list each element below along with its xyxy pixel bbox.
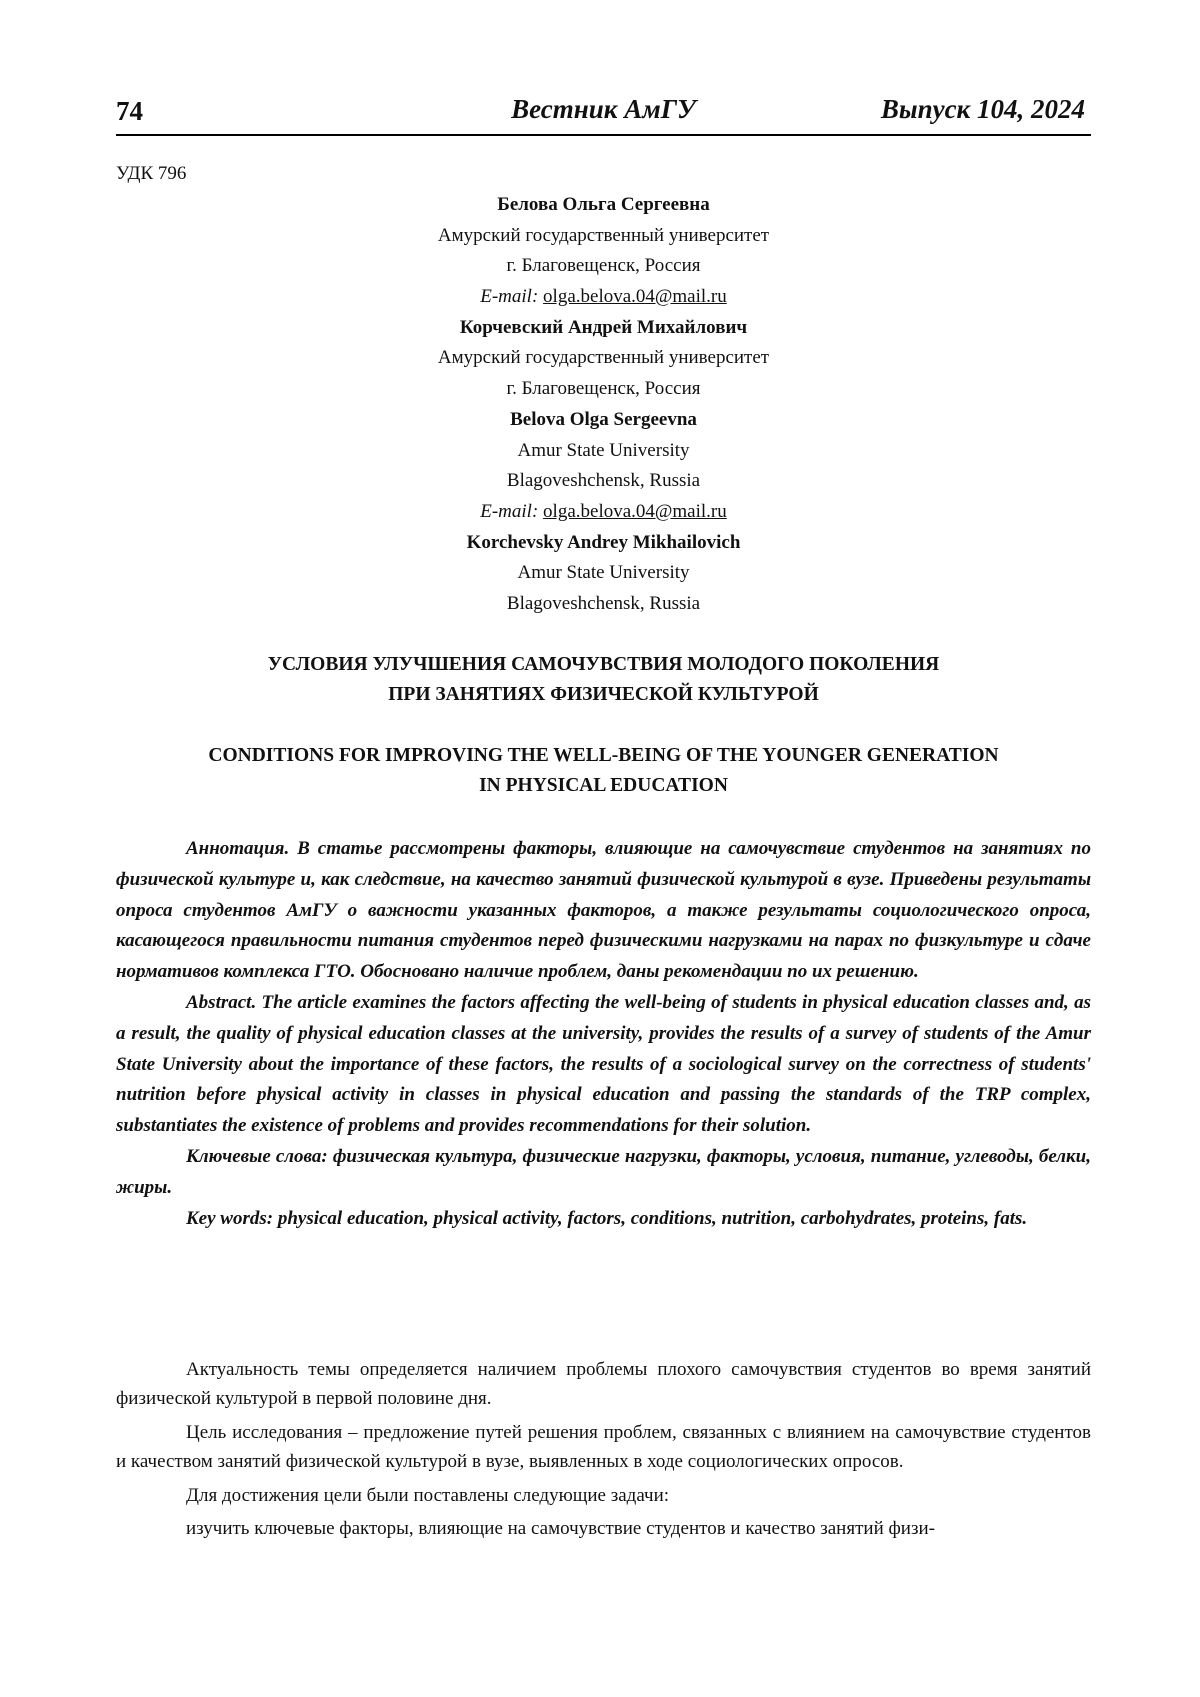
author-name: Белова Ольга Сергеевна xyxy=(497,194,710,215)
author-block xyxy=(116,190,1091,620)
udc-code: УДК 796 xyxy=(116,163,187,184)
author-affiliation: Амурский государственный университет xyxy=(437,347,770,369)
running-header xyxy=(116,90,1091,136)
keywords-ru: Ключевые слова: физическая культура, физические нагрузки, факторы, условия, питание, углеводы, белки, жиры. xyxy=(116,1145,1091,1198)
journal-title: Вестник АмГУ xyxy=(511,94,696,124)
keywords-en: Key words: physical education, physical activity, factors, conditions, nutrition, carbohydrates, proteins, fats. xyxy=(186,1207,1028,1229)
body-paragraph: Актуальность темы определяется наличием проблемы плохого самочувствия студентов во время занятий физической культурой в первой половине дня. xyxy=(116,1359,1091,1410)
title-line: УСЛОВИЯ УЛУЧШЕНИЯ САМОЧУВСТВИЯ МОЛОДОГО ПОКОЛЕНИЯ xyxy=(267,654,940,675)
author-name: Belova Olga Sergeevna xyxy=(510,408,697,430)
author-email-line xyxy=(116,497,1091,528)
abstract-en: Abstract. The article examines the factors affecting the well-being of students in physical education classes and, as a result, the quality of physical education classes at the university, provides the results of a survey of students of the Amur State University about the importance of these factors, the results of a sociological survey on the correctness of students' nutrition before physical activity in classes in physical education and passing the standards of the TRP complex, substantiates the existence of problems and provides recommendations for their solution. xyxy=(116,991,1091,1137)
title-line: ПРИ ЗАНЯТИЯХ ФИЗИЧЕСКОЙ КУЛЬТУРОЙ xyxy=(388,684,819,705)
issue-info: Выпуск 104, 2024 xyxy=(880,94,1085,124)
author-city: Blagoveshchensk, Russia xyxy=(506,592,701,614)
author-email-line xyxy=(116,282,1091,313)
article-title-en xyxy=(116,741,1091,801)
author-name: Корчевский Андрей Михайлович xyxy=(459,316,748,338)
email-link[interactable]: olga.belova.04@mail.ru xyxy=(543,500,727,522)
author-city: г. Благовещенск, Россия xyxy=(506,255,701,277)
author-city: г. Благовещенск, Россия xyxy=(506,378,701,400)
author-name: Korchevsky Andrey Mikhailovich xyxy=(466,531,741,553)
author-affiliation: Amur State University xyxy=(517,439,690,461)
article-body xyxy=(116,1355,1091,1547)
email-link[interactable]: olga.belova.04@mail.ru xyxy=(543,286,727,308)
body-paragraph: Для достижения цели были поставлены следующие задачи: xyxy=(186,1484,670,1506)
author-city: Blagoveshchensk, Russia xyxy=(506,470,701,492)
abstract-block xyxy=(116,834,1091,1234)
abstract-ru: Аннотация. В статье рассмотрены факторы, влияющие на самочувствие студентов на занятиях по физической культуре и, как следствие, на качество занятий физической культурой в вузе. Приведены результаты опроса студентов АмГУ о важности указанных факторов, а также результаты социологического опроса, касающегося правильности питания студентов перед физическими нагрузками на парах по физкультуре и сдаче нормативов комплекса ГТО. Обосновано наличие проблем, даны рекомендации по их решению. xyxy=(116,838,1091,983)
email-label: E-mail: xyxy=(480,500,539,522)
author-affiliation: Амурский государственный университет xyxy=(437,224,770,246)
article-title-ru xyxy=(116,650,1091,710)
page-number: 74 xyxy=(116,96,143,126)
author-affiliation: Amur State University xyxy=(517,562,690,584)
title-line: CONDITIONS FOR IMPROVING THE WELL-BEING OF THE YOUNGER GENERATION xyxy=(208,745,999,766)
title-line: IN PHYSICAL EDUCATION xyxy=(479,775,728,796)
body-paragraph: Цель исследования – предложение путей решения проблем, связанных с влиянием на самочувствие студентов и качеством занятий физической культурой в вузе, выявленных в ходе социологических опросов. xyxy=(116,1421,1091,1473)
email-label: E-mail: xyxy=(480,286,539,308)
body-paragraph: изучить ключевые факторы, влияющие на самочувствие студентов и качество занятий физи- xyxy=(186,1518,935,1540)
